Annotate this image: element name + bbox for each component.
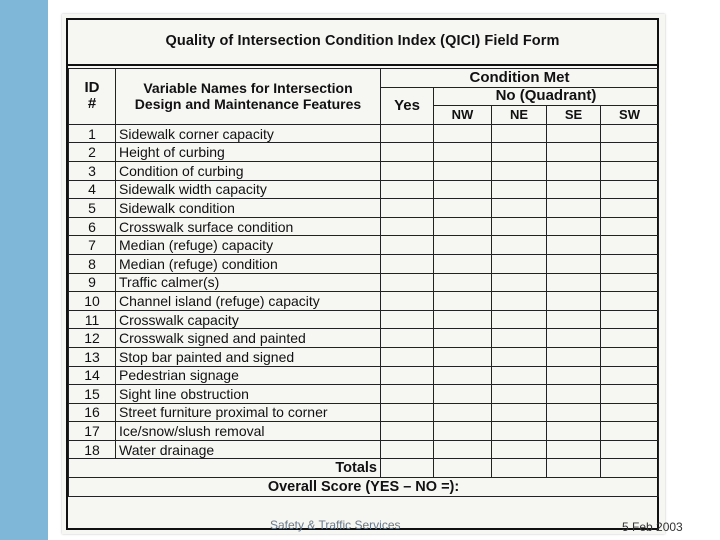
row-id: 3 <box>69 161 116 180</box>
row-sw-cell[interactable] <box>601 254 659 273</box>
row-sw-cell[interactable] <box>601 347 659 366</box>
row-nw-cell[interactable] <box>434 440 492 459</box>
row-sw-cell[interactable] <box>601 217 659 236</box>
row-id: 8 <box>69 254 116 273</box>
feature-rows <box>69 124 659 459</box>
row-variable-name: Condition of curbing <box>116 161 381 180</box>
row-ne-cell[interactable] <box>492 161 547 180</box>
id-header-line1: ID <box>84 79 100 97</box>
condition-met-header: Condition Met <box>381 69 659 88</box>
id-column-header <box>69 69 116 125</box>
table-row <box>69 385 659 404</box>
row-yes-cell[interactable] <box>381 366 434 385</box>
row-ne-cell[interactable] <box>492 329 547 348</box>
id-header-line2: # <box>87 95 97 113</box>
row-sw-cell[interactable] <box>601 292 659 311</box>
row-ne-cell[interactable] <box>492 366 547 385</box>
row-yes-cell[interactable] <box>381 440 434 459</box>
row-id: 14 <box>69 366 116 385</box>
row-variable-name: Sidewalk condition <box>116 199 381 218</box>
row-se-cell[interactable] <box>547 161 601 180</box>
row-se-cell[interactable] <box>547 180 601 199</box>
row-nw-cell[interactable] <box>434 403 492 422</box>
row-se-cell[interactable] <box>547 143 601 162</box>
row-ne-cell[interactable] <box>492 236 547 255</box>
row-nw-cell[interactable] <box>434 199 492 218</box>
row-ne-cell[interactable] <box>492 310 547 329</box>
row-id: 2 <box>69 143 116 162</box>
row-sw-cell[interactable] <box>601 143 659 162</box>
row-nw-cell[interactable] <box>434 292 492 311</box>
row-ne-cell[interactable] <box>492 199 547 218</box>
table-row <box>69 217 659 236</box>
row-variable-name: Stop bar painted and signed <box>116 347 381 366</box>
row-variable-name: Sidewalk corner capacity <box>116 124 381 143</box>
table-row <box>69 310 659 329</box>
row-yes-cell[interactable] <box>381 236 434 255</box>
table-row <box>69 329 659 348</box>
table-row <box>69 161 659 180</box>
footer-date: 5 Feb 2003 <box>622 520 683 534</box>
row-yes-cell[interactable] <box>381 329 434 348</box>
row-variable-name: Crosswalk signed and painted <box>116 329 381 348</box>
row-variable-name: Pedestrian signage <box>116 366 381 385</box>
variable-header-line2: Design and Maintenance Features <box>134 96 362 113</box>
row-id: 15 <box>69 385 116 404</box>
row-se-cell[interactable] <box>547 347 601 366</box>
table-row <box>69 273 659 292</box>
totals-ne-cell[interactable] <box>492 459 547 478</box>
row-se-cell[interactable] <box>547 254 601 273</box>
quadrant-header-nw: NW <box>434 106 492 125</box>
totals-yes-cell[interactable] <box>381 459 434 478</box>
totals-se-cell[interactable] <box>547 459 601 478</box>
row-id: 9 <box>69 273 116 292</box>
row-nw-cell[interactable] <box>434 143 492 162</box>
row-nw-cell[interactable] <box>434 124 492 143</box>
table-row <box>69 143 659 162</box>
scanned-form-page <box>62 14 665 534</box>
row-ne-cell[interactable] <box>492 217 547 236</box>
row-se-cell[interactable] <box>547 422 601 441</box>
row-ne-cell[interactable] <box>492 124 547 143</box>
row-sw-cell[interactable] <box>601 180 659 199</box>
form-title: Quality of Intersection Condition Index (QICI) Field Form <box>66 18 659 66</box>
row-yes-cell[interactable] <box>381 217 434 236</box>
row-yes-cell[interactable] <box>381 347 434 366</box>
row-se-cell[interactable] <box>547 329 601 348</box>
row-nw-cell[interactable] <box>434 217 492 236</box>
row-se-cell[interactable] <box>547 124 601 143</box>
row-yes-cell[interactable] <box>381 180 434 199</box>
row-variable-name: Ice/snow/slush removal <box>116 422 381 441</box>
row-ne-cell[interactable] <box>492 347 547 366</box>
row-id: 4 <box>69 180 116 199</box>
quadrant-header-se: SE <box>547 106 601 125</box>
row-yes-cell[interactable] <box>381 143 434 162</box>
row-ne-cell[interactable] <box>492 385 547 404</box>
no-quadrant-header: No (Quadrant) <box>434 87 659 106</box>
row-nw-cell[interactable] <box>434 347 492 366</box>
row-variable-name: Median (refuge) condition <box>116 254 381 273</box>
quadrant-header-ne: NE <box>492 106 547 125</box>
row-ne-cell[interactable] <box>492 273 547 292</box>
row-variable-name: Crosswalk capacity <box>116 310 381 329</box>
row-variable-name: Sidewalk width capacity <box>116 180 381 199</box>
row-id: 16 <box>69 403 116 422</box>
row-yes-cell[interactable] <box>381 310 434 329</box>
table-row <box>69 403 659 422</box>
table-row <box>69 124 659 143</box>
qici-table <box>68 68 659 497</box>
table-row <box>69 292 659 311</box>
row-se-cell[interactable] <box>547 236 601 255</box>
row-sw-cell[interactable] <box>601 422 659 441</box>
totals-nw-cell[interactable] <box>434 459 492 478</box>
yes-column-header: Yes <box>381 87 434 124</box>
row-sw-cell[interactable] <box>601 310 659 329</box>
row-yes-cell[interactable] <box>381 161 434 180</box>
row-id: 7 <box>69 236 116 255</box>
row-se-cell[interactable] <box>547 385 601 404</box>
row-variable-name: Water drainage <box>116 440 381 459</box>
row-yes-cell[interactable] <box>381 403 434 422</box>
row-yes-cell[interactable] <box>381 422 434 441</box>
row-yes-cell[interactable] <box>381 385 434 404</box>
row-variable-name: Street furniture proximal to corner <box>116 403 381 422</box>
row-ne-cell[interactable] <box>492 403 547 422</box>
row-yes-cell[interactable] <box>381 292 434 311</box>
row-nw-cell[interactable] <box>434 310 492 329</box>
row-sw-cell[interactable] <box>601 366 659 385</box>
variable-column-header <box>116 69 381 125</box>
row-sw-cell[interactable] <box>601 124 659 143</box>
row-nw-cell[interactable] <box>434 273 492 292</box>
table-row <box>69 366 659 385</box>
row-id: 5 <box>69 199 116 218</box>
row-nw-cell[interactable] <box>434 180 492 199</box>
row-variable-name: Crosswalk surface condition <box>116 217 381 236</box>
row-se-cell[interactable] <box>547 310 601 329</box>
row-id: 11 <box>69 310 116 329</box>
row-variable-name: Height of curbing <box>116 143 381 162</box>
row-sw-cell[interactable] <box>601 329 659 348</box>
row-sw-cell[interactable] <box>601 236 659 255</box>
row-id: 10 <box>69 292 116 311</box>
row-nw-cell[interactable] <box>434 236 492 255</box>
row-se-cell[interactable] <box>547 292 601 311</box>
table-row <box>69 180 659 199</box>
row-id: 13 <box>69 347 116 366</box>
totals-label: Totals <box>69 459 381 478</box>
row-se-cell[interactable] <box>547 366 601 385</box>
totals-sw-cell[interactable] <box>601 459 659 478</box>
overall-score-label: Overall Score (YES – NO =): <box>69 478 659 497</box>
table-row <box>69 199 659 218</box>
row-variable-name: Channel island (refuge) capacity <box>116 292 381 311</box>
row-se-cell[interactable] <box>547 403 601 422</box>
row-se-cell[interactable] <box>547 440 601 459</box>
row-ne-cell[interactable] <box>492 143 547 162</box>
row-nw-cell[interactable] <box>434 422 492 441</box>
row-yes-cell[interactable] <box>381 199 434 218</box>
row-sw-cell[interactable] <box>601 199 659 218</box>
row-yes-cell[interactable] <box>381 124 434 143</box>
left-accent-bar <box>0 0 48 540</box>
row-variable-name: Sight line obstruction <box>116 385 381 404</box>
table-row <box>69 440 659 459</box>
row-ne-cell[interactable] <box>492 440 547 459</box>
row-variable-name: Traffic calmer(s) <box>116 273 381 292</box>
row-ne-cell[interactable] <box>492 292 547 311</box>
table-row <box>69 254 659 273</box>
row-id: 1 <box>69 124 116 143</box>
row-nw-cell[interactable] <box>434 385 492 404</box>
row-sw-cell[interactable] <box>601 385 659 404</box>
row-sw-cell[interactable] <box>601 403 659 422</box>
row-nw-cell[interactable] <box>434 161 492 180</box>
row-ne-cell[interactable] <box>492 422 547 441</box>
row-ne-cell[interactable] <box>492 180 547 199</box>
variable-header-line1: Variable Names for Intersection <box>143 80 353 97</box>
table-row <box>69 422 659 441</box>
row-sw-cell[interactable] <box>601 440 659 459</box>
row-nw-cell[interactable] <box>434 329 492 348</box>
table-row <box>69 347 659 366</box>
row-id: 17 <box>69 422 116 441</box>
row-se-cell[interactable] <box>547 273 601 292</box>
row-yes-cell[interactable] <box>381 254 434 273</box>
row-se-cell[interactable] <box>547 217 601 236</box>
row-sw-cell[interactable] <box>601 273 659 292</box>
row-id: 6 <box>69 217 116 236</box>
row-id: 12 <box>69 329 116 348</box>
footer-organization: Safety & Traffic Services <box>270 518 401 532</box>
row-nw-cell[interactable] <box>434 366 492 385</box>
table-row <box>69 236 659 255</box>
row-se-cell[interactable] <box>547 199 601 218</box>
row-id: 18 <box>69 440 116 459</box>
quadrant-header-sw: SW <box>601 106 659 125</box>
row-ne-cell[interactable] <box>492 254 547 273</box>
row-yes-cell[interactable] <box>381 273 434 292</box>
row-variable-name: Median (refuge) capacity <box>116 236 381 255</box>
row-sw-cell[interactable] <box>601 161 659 180</box>
row-nw-cell[interactable] <box>434 254 492 273</box>
